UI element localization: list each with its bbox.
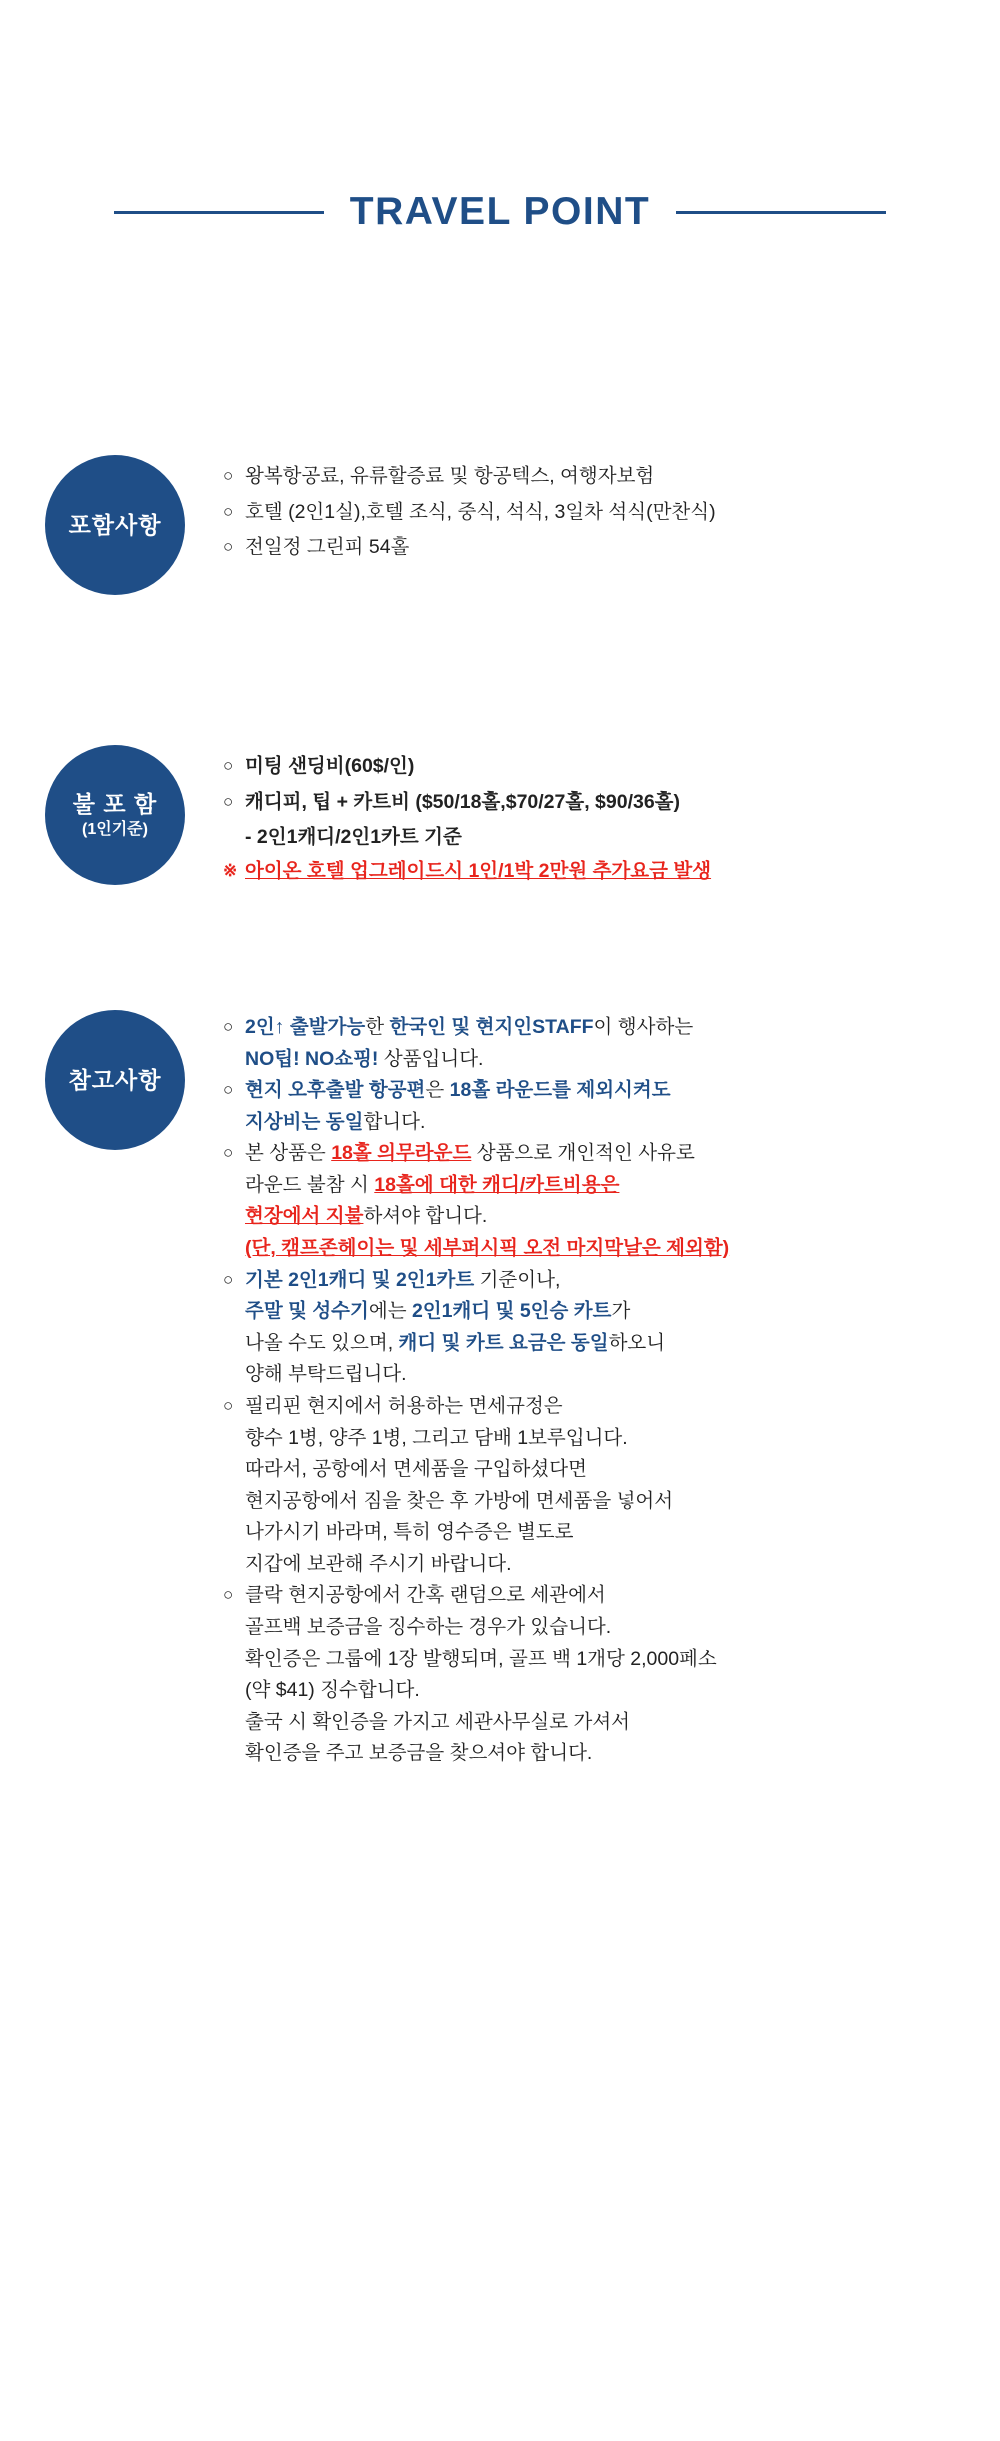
note-line	[245, 1391, 729, 1423]
note-line-continuation	[223, 1328, 729, 1360]
text-run: 캐디 및 카트 요금은 동일	[398, 1331, 609, 1354]
text-run: 현장에서 지불	[245, 1205, 364, 1228]
included-line-1: 왕복항공료, 유류할증료 및 항공텍스, 여행자보험	[245, 465, 655, 487]
section-included	[45, 455, 716, 595]
text-run: 주말 및 성수기	[245, 1300, 369, 1323]
excluded-warning: 아이온 호텔 업그레이드시 1인/1박 2만원 추가요금 발생	[245, 859, 712, 882]
text-run: 따라서, 공항에서 면세품을 구입하셨다면	[245, 1458, 587, 1481]
list-item	[223, 856, 711, 888]
text-run: 2인1캐디 및 5인승 카트	[411, 1300, 612, 1323]
bullet-icon: ○	[223, 1395, 234, 1415]
note-line	[245, 1075, 729, 1107]
note-line-continuation	[223, 1423, 729, 1455]
list-item	[223, 532, 716, 564]
text-run: 가	[611, 1300, 631, 1323]
text-run: 나가시기 바라며, 특히 영수증은 별도로	[245, 1521, 574, 1544]
list-item	[223, 461, 716, 493]
bullet-icon: ○	[223, 1143, 234, 1163]
text-run: 지상비는 동일	[245, 1110, 364, 1133]
text-run: 필리핀 현지에서 허용하는 면세규정은	[245, 1394, 563, 1417]
included-line-3: 전일정 그린피 54홀	[245, 536, 410, 559]
note-line-continuation	[223, 1454, 729, 1486]
badge-excluded	[45, 745, 185, 885]
bullet-icon: ○	[223, 1269, 234, 1289]
bullet-icon: ○	[223, 1080, 234, 1100]
note-line-continuation	[223, 1549, 729, 1581]
text-run: 합니다.	[363, 1110, 426, 1133]
title-rule-left	[114, 211, 324, 214]
badge-notes	[45, 1010, 185, 1150]
text-run: 에는	[368, 1300, 412, 1323]
section-excluded	[45, 745, 711, 891]
note-line-continuation	[223, 1296, 729, 1328]
page-title	[0, 190, 1000, 234]
text-run: 나올 수도 있으며,	[245, 1331, 399, 1354]
note-line-continuation	[223, 1644, 729, 1676]
bullet-icon: ○	[223, 466, 234, 485]
included-line-2: 호텔 (2인1실),호텔 조식, 중식, 석식, 3일차 석식(만찬식)	[245, 500, 716, 523]
excluded-line-1: 미팅 샌딩비(60$/인)	[245, 755, 415, 777]
list-item	[223, 1012, 729, 1044]
text-run: 한국인 및 현지인STAFF	[389, 1016, 594, 1038]
text-run: 출국 시 확인증을 가지고 세관사무실로 가셔서	[245, 1710, 630, 1733]
text-run: 이 행사하는	[593, 1016, 694, 1038]
excluded-body	[223, 745, 711, 891]
attention-mark-icon: ※	[223, 860, 238, 880]
text-run: 본 상품은	[245, 1142, 332, 1165]
badge-included-label: 포함사항	[68, 511, 162, 538]
note-line-continuation	[223, 1517, 729, 1549]
text-run: 한	[365, 1016, 390, 1038]
bullet-icon: ○	[223, 756, 234, 775]
section-notes	[45, 1010, 729, 1770]
note-line	[245, 1012, 729, 1044]
note-line-continuation	[223, 1107, 729, 1139]
excluded-line-2: 캐디피, 팁 + 카트비 ($50/18홀,$70/27홀, $90/36홀)	[245, 790, 681, 813]
badge-notes-label: 참고사항	[68, 1066, 162, 1093]
text-run: 지갑에 보관해 주시기 바랍니다.	[245, 1552, 512, 1575]
text-run: 18홀에 대한 캐디/카트비용은	[374, 1173, 620, 1196]
text-run: 골프백 보증금을 징수하는 경우가 있습니다.	[245, 1615, 612, 1638]
list-item	[223, 1580, 729, 1612]
text-run: 클락 현지공항에서 간혹 랜덤으로 세관에서	[245, 1584, 606, 1607]
text-run: 18홀 의무라운드	[331, 1142, 472, 1165]
note-line-continuation	[223, 1675, 729, 1707]
text-run: 향수 1병, 양주 1병, 그리고 담배 1보루입니다.	[245, 1426, 628, 1449]
note-line-continuation	[223, 1359, 729, 1391]
text-run: 라운드 불참 시	[245, 1173, 375, 1196]
title-text: TRAVEL POINT	[349, 190, 651, 233]
text-run: 현지공항에서 짐을 찾은 후 가방에 면세품을 넣어서	[245, 1489, 674, 1512]
list-item	[223, 787, 711, 819]
list-item	[223, 497, 716, 529]
bullet-icon: ○	[223, 537, 234, 557]
note-line-continuation	[223, 1170, 729, 1202]
list-item	[223, 1138, 729, 1170]
bullet-icon: ○	[223, 1585, 234, 1605]
note-line-continuation	[223, 1233, 729, 1265]
note-line	[245, 1138, 729, 1170]
text-run: 기준이나,	[474, 1268, 561, 1291]
excluded-line-2-cont: - 2인1캐디/2인1카트 기준	[245, 826, 462, 849]
title-rule-right	[676, 211, 886, 214]
text-run: 2인↑ 출발가능	[245, 1016, 366, 1038]
text-run: 상품입니다.	[378, 1047, 484, 1070]
note-line	[245, 1265, 729, 1297]
text-run: 양해 부탁드립니다.	[245, 1363, 407, 1386]
note-line-continuation	[223, 1707, 729, 1739]
badge-excluded-label: 불 포 함	[72, 790, 158, 817]
badge-included	[45, 455, 185, 595]
text-run: 하셔야 합니다.	[363, 1205, 488, 1228]
included-body	[223, 455, 716, 568]
list-item	[223, 1391, 729, 1423]
note-line-continuation	[223, 1044, 729, 1076]
text-run: 기본 2인1캐디 및 2인1카트	[245, 1268, 475, 1291]
text-run: 현지 오후출발 항공편	[245, 1079, 426, 1102]
text-run: 18홀 라운드를 제외시켜도	[449, 1079, 671, 1102]
text-run: 확인증은 그룹에 1장 발행되며, 골프 백 1개당 2,000페소	[245, 1647, 717, 1670]
text-run: 확인증을 주고 보증금을 찾으셔야 합니다.	[245, 1742, 593, 1765]
note-line-continuation	[223, 1201, 729, 1233]
badge-excluded-sublabel: (1인기준)	[82, 821, 148, 839]
text-run: (단, 캠프존헤이는 및 세부퍼시픽 오전 마지막날은 제외함)	[245, 1237, 730, 1260]
text-run: 은	[425, 1079, 450, 1102]
text-run: NO팁! NO쇼핑!	[245, 1047, 379, 1070]
text-run: (약 $41) 징수합니다.	[245, 1679, 420, 1702]
note-line-continuation	[223, 1738, 729, 1770]
list-item	[223, 1265, 729, 1297]
bullet-icon: ○	[223, 501, 234, 521]
notes-body	[223, 1010, 729, 1770]
list-item	[223, 751, 711, 783]
note-line-continuation	[223, 1486, 729, 1518]
text-run: 하오니	[608, 1331, 666, 1354]
note-line	[245, 1580, 729, 1612]
bullet-icon: ○	[223, 1017, 234, 1036]
bullet-icon: ○	[223, 791, 234, 811]
note-line-continuation	[223, 1612, 729, 1644]
list-item	[223, 1075, 729, 1107]
text-run: 상품으로 개인적인 사유로	[471, 1142, 695, 1165]
